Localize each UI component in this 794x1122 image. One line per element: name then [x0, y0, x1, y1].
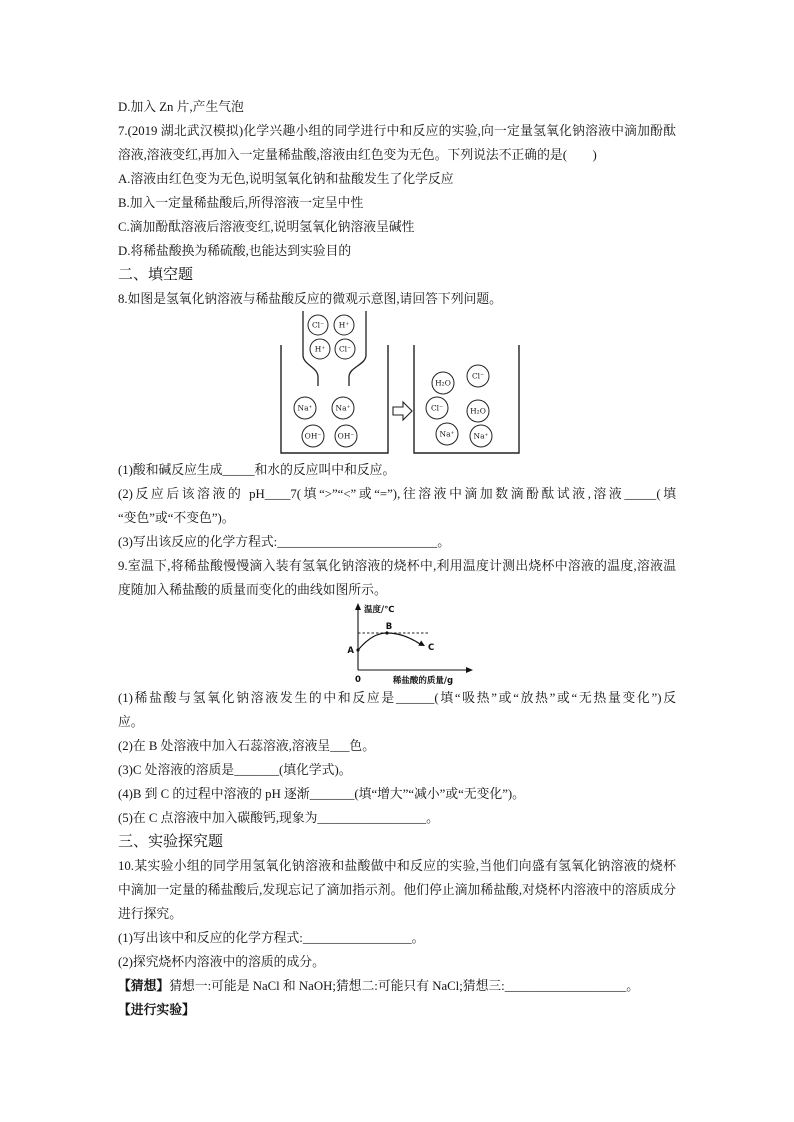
dropper-ion — [335, 339, 355, 359]
point-a-marker — [356, 648, 359, 651]
q9-sub2: (2)在 B 处溶液中加入石蕊溶液,溶液呈___色。 — [118, 739, 375, 753]
q8-sub2-line2: “变色”或“不变色”)。 — [118, 511, 235, 525]
hypothesis-tag: 【猜想】 — [118, 979, 170, 993]
right-beaker-particle — [432, 372, 454, 394]
neutralization-micro-diagram — [118, 311, 684, 458]
left-beaker-ion — [302, 425, 324, 447]
hypothesis-text: 猜想一:可能是 NaCl 和 NaOH;猜想二:可能只有 NaCl;猜想三:___________________。 — [169, 979, 640, 993]
q10-sub2: (2)探究烧杯内溶液中的溶质的成分。 — [118, 955, 325, 969]
q7-stem-line2: 溶液,溶液变红,再加入一定量稀盐酸,溶液由红色变为无色。下列说法不正确的是( ) — [118, 148, 597, 162]
q7-option-d: D.将稀盐酸换为稀硫酸,也能达到实验目的 — [118, 244, 352, 258]
y-axis-label: 温度/℃ — [364, 605, 395, 615]
point-a-label: A — [347, 646, 354, 656]
left-beaker-ion — [335, 425, 357, 447]
right-beaker — [414, 345, 519, 453]
right-beaker-particle — [467, 400, 489, 422]
ion-label: Cl⁻ — [338, 344, 352, 354]
point-c-label: C — [428, 643, 435, 653]
particle-label: Na⁺ — [439, 429, 455, 439]
x-axis-arrow-icon — [466, 667, 473, 673]
point-b-label: B — [385, 622, 393, 632]
particle-label: H₂O — [435, 378, 451, 388]
dropper-ion — [334, 315, 354, 335]
q9-sub5: (5)在 C 点溶液中加入碳酸钙,现象为_________________。 — [118, 811, 439, 825]
section-heading-fill-in: 二、填空题 — [118, 267, 194, 283]
q10-experiment — [118, 998, 684, 1022]
dropper-ion — [308, 315, 328, 335]
q7-option-b: B.加入一定量稀盐酸后,所得溶液一定呈中性 — [118, 196, 364, 210]
q9-sub1-line1: (1)稀盐酸与氢氧化钠溶液发生的中和反应是______(填“吸热”或“放热”或“无热量变化”)反 — [118, 691, 676, 705]
q8-sub3: (3)写出该反应的化学方程式:_________________________。 — [118, 535, 451, 549]
q10-sub1: (1)写出该中和反应的化学方程式:_________________。 — [118, 931, 425, 945]
right-beaker-particle — [470, 425, 492, 447]
temperature-curve-graph — [118, 602, 684, 686]
left-beaker-ion — [332, 397, 354, 419]
q7-stem-line1: 7.(2019 湖北武汉模拟)化学兴趣小组的同学进行中和反应的实验,向一定量氢氧化钠溶液中滴加酚酞 — [118, 124, 676, 138]
y-axis-arrow-icon — [355, 603, 361, 610]
q9-stem-line1: 9.室温下,将稀盐酸慢慢滴入装有氢氧化钠溶液的烧杯中,利用温度计测出烧杯中溶液的温度,溶液温 — [118, 559, 676, 573]
q8-sub1: (1)酸和碱反应生成_____和水的反应叫中和反应。 — [118, 463, 396, 477]
right-beaker-particle — [467, 365, 489, 387]
right-beaker-particle — [436, 423, 458, 445]
right-beaker-particle — [426, 397, 448, 419]
q10-stem-line1: 10.某实验小组的同学用氢氧化钠溶液和盐酸做中和反应的实验,当他们向盛有氢氧化钠溶液的烧杯 — [118, 859, 676, 873]
ion-label: OH⁻ — [337, 431, 355, 441]
ion-label: H⁺ — [338, 320, 350, 330]
particle-label: Na⁺ — [473, 431, 489, 441]
experiment-tag: 【进行实验】 — [118, 1003, 195, 1017]
q8-sub2-line1: (2)反应后该溶液的 pH____7(填“>”“<”或“=”),往溶液中滴加数滴酚酞试液,溶液_____(填 — [118, 487, 676, 501]
q8-figure — [118, 311, 684, 458]
origin-label: 0 — [355, 675, 361, 685]
q10-stem-line3: 进行探究。 — [118, 907, 182, 921]
q6-option-d: D.加入 Zn 片,产生气泡 — [118, 100, 244, 114]
particle-label: Cl⁻ — [471, 371, 485, 381]
ion-label: Na⁺ — [335, 403, 351, 413]
q9-figure — [118, 602, 684, 686]
q7-option-c: C.滴加酚酞溶液后溶液变红,说明氢氧化钠溶液呈碱性 — [118, 220, 415, 234]
ion-label: Na⁺ — [297, 403, 313, 413]
q7-option-a: A.溶液由红色变为无色,说明氢氧化钠和盐酸发生了化学反应 — [118, 172, 454, 186]
ion-label: Cl⁻ — [311, 320, 325, 330]
reaction-arrow-icon — [393, 402, 412, 420]
particle-label: Cl⁻ — [430, 403, 444, 413]
x-axis-label: 稀盐酸的质量/g — [392, 676, 454, 686]
document-body — [118, 95, 684, 1022]
q9-sub3: (3)C 处溶液的溶质是_______(填化学式)。 — [118, 763, 352, 777]
q10-stem-line2: 中滴加一定量的稀盐酸后,发现忘记了滴加指示剂。他们停止滴加稀盐酸,对烧杯内溶液中的溶质成分 — [118, 883, 676, 897]
left-beaker-ion — [294, 397, 316, 419]
left-beaker — [281, 345, 388, 453]
q9-stem-line2: 度随加入稀盐酸的质量而变化的曲线如图所示。 — [118, 583, 387, 597]
ion-label: OH⁻ — [304, 431, 322, 441]
ion-label: H⁺ — [314, 344, 326, 354]
temperature-curve — [358, 633, 420, 650]
particle-label: H₂O — [470, 406, 486, 416]
q8-stem: 8.如图是氢氧化钠溶液与稀盐酸反应的微观示意图,请回答下列问题。 — [118, 292, 502, 306]
section-heading-experiment: 三、实验探究题 — [118, 834, 224, 850]
dropper-ion — [310, 339, 330, 359]
q9-sub1-line2: 应。 — [118, 715, 144, 729]
q10-hypothesis — [118, 974, 684, 998]
q9-sub4: (4)B 到 C 的过程中溶液的 pH 逐渐_______(填“增大”“减小”或“无变化”)。 — [118, 787, 525, 801]
